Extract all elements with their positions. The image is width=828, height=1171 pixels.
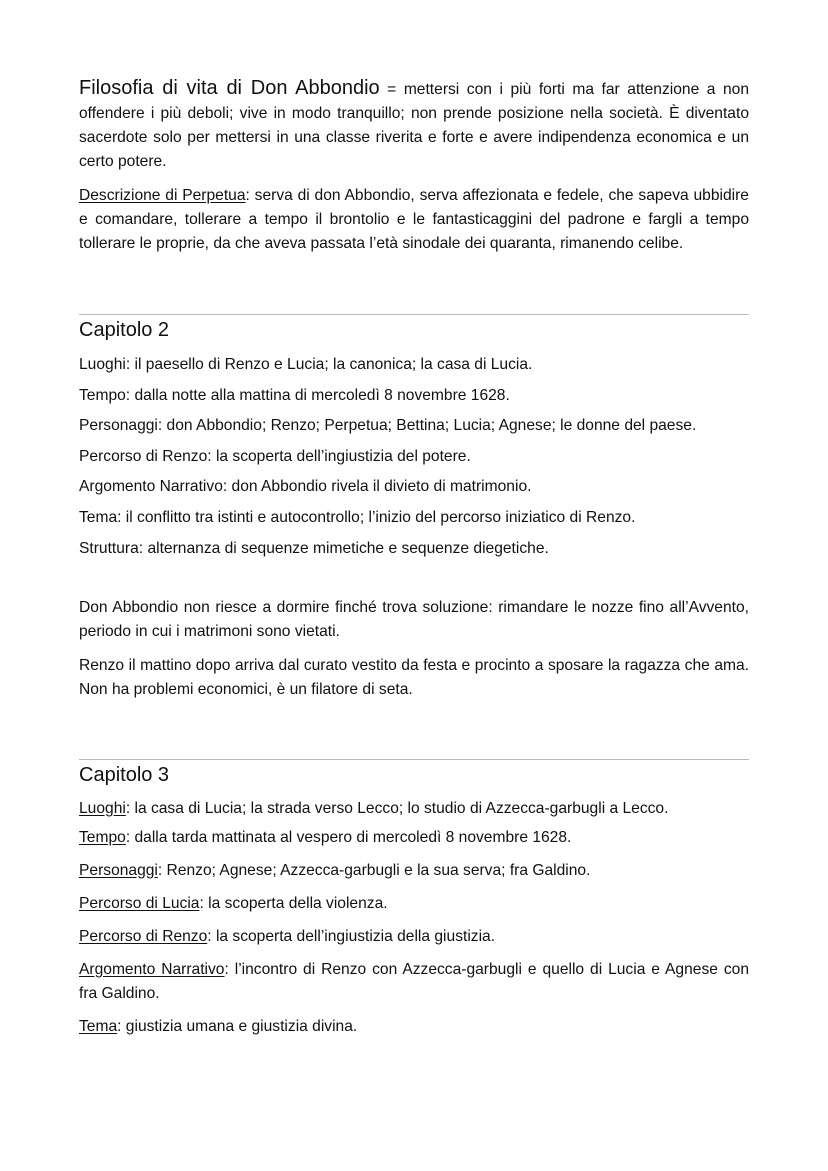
cap2-tema: Tema: il conflitto tra istinti e autocontrollo; l’inizio del percorso iniziatico di Renzo. <box>79 508 636 526</box>
cap3-percorso-renzo <box>79 925 749 949</box>
cap3-label: Personaggi <box>79 861 158 879</box>
cap2-paragraph-renzo: Renzo il mattino dopo arriva dal curato vestito da festa e procinto a sposare la ragazza che ama. Non ha problemi economici, è un filatore di seta. <box>79 656 749 698</box>
cap3-label: Tempo <box>79 828 126 846</box>
capitolo-2-heading: Capitolo 2 <box>79 319 170 341</box>
cap3-text: : l’incontro di Renzo con Azzecca-garbugli e quello di Lucia e Agnese con fra Galdino. <box>79 960 749 1002</box>
cap2-personaggi: Personaggi: don Abbondio; Renzo; Perpetua; Bettina; Lucia; Agnese; le donne del paese. <box>79 417 697 435</box>
cap3-tempo <box>79 826 749 850</box>
section-divider <box>79 759 749 760</box>
cap3-text: : giustizia umana e giustizia divina. <box>117 1017 358 1035</box>
cap3-text: : la scoperta dell’ingiustizia della giustizia. <box>207 927 496 945</box>
cap2-paragraph-don-abbondio: Don Abbondio non riesce a dormire finché trova soluzione: rimandare le nozze fino all’Avvento, periodo in cui i matrimoni sono vietati. <box>79 598 749 640</box>
cap2-struttura: Struttura: alternanza di sequenze mimetiche e sequenze diegetiche. <box>79 539 549 557</box>
cap3-text: : la casa di Lucia; la strada verso Lecco; lo studio di Azzecca-garbugli a Lecco. <box>125 799 669 817</box>
cap3-argomento <box>79 958 749 1006</box>
perpetua-paragraph <box>79 184 749 256</box>
cap3-label: Argomento Narrativo <box>79 960 225 978</box>
cap3-text: : Renzo; Agnese; Azzecca-garbugli e la sua serva; fra Galdino. <box>157 861 591 879</box>
filosofia-text: = mettersi con i più forti ma far attenzione a non offendere i più deboli; vive in modo tranquillo; non prende posizione nella società. È diventato sacerdote solo per mettersi in una classe riverita e forte e avere indipendenza economica e un certo potere. <box>79 81 750 170</box>
cap2-tempo: Tempo: dalla notte alla mattina di mercoledì 8 novembre 1628. <box>79 386 510 404</box>
cap3-text: : dalla tarda mattinata al vespero di mercoledì 8 novembre 1628. <box>125 828 572 846</box>
cap3-tema <box>79 1015 749 1039</box>
perpetua-text: : serva di don Abbondio, serva affezionata e fedele, che sapeva ubbidire e comandare, tollerare a tempo il brontolio e le fantasticaggini del padrone e fargli a tempo tollerare le proprie, da che aveva passata l’età sinodale dei quaranta, rimanendo celibe. <box>79 187 749 252</box>
cap3-percorso-lucia <box>79 892 749 916</box>
cap2-percorso-renzo: Percorso di Renzo: la scoperta dell’ingiustizia del potere. <box>79 447 471 465</box>
capitolo-3-heading: Capitolo 3 <box>79 763 170 786</box>
filosofia-title: Filosofia di vita di Don Abbondio <box>79 77 380 99</box>
section-divider <box>79 314 749 315</box>
cap3-label: Percorso di Renzo <box>79 927 208 945</box>
cap3-personaggi <box>79 859 749 883</box>
cap3-label: Percorso di Lucia <box>79 894 200 912</box>
cap2-argomento: Argomento Narrativo: don Abbondio rivela il divieto di matrimonio. <box>79 478 532 496</box>
perpetua-label: Descrizione di Perpetua <box>79 187 246 204</box>
cap3-label: Luoghi <box>79 799 126 817</box>
cap2-luoghi: Luoghi: il paesello di Renzo e Lucia; la canonica; la casa di Lucia. <box>79 356 533 373</box>
filosofia-paragraph <box>79 76 749 174</box>
cap3-luoghi <box>79 797 749 821</box>
document-page <box>79 76 749 1039</box>
cap3-text: : la scoperta della violenza. <box>199 894 388 912</box>
cap3-label: Tema <box>79 1017 118 1035</box>
